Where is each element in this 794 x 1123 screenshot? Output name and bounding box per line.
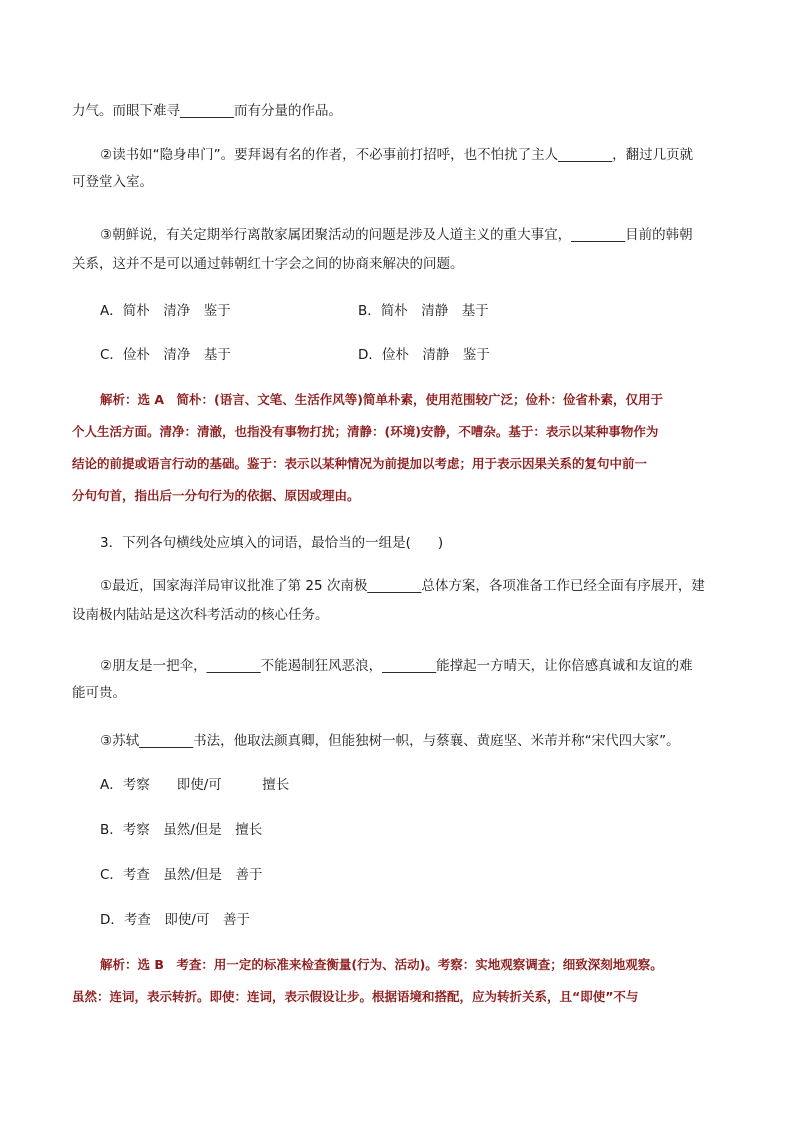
q2-explanation-line: 个人生活方面。清净：清澈，也指没有事物打扰；清静：(环境)安静，不嘈杂。基于：表示以某种事物作为 [72, 424, 659, 439]
q2-option-d: D．俭朴 清静 鉴于 [358, 347, 490, 363]
q3-option-d: D．考查 即使/可 善于 [100, 912, 250, 928]
q2-sentence-2: ②读书如“隐身串门”。要拜谒有名的作者，不必事前打招呼，也不怕扰了主人________，翻过几页就 [100, 147, 694, 163]
q2-option-a: A．简朴 清净 鉴于 [100, 303, 231, 319]
q3-sentence-3: ③苏轼________书法，他取法颜真卿，但能独树一帜，与蔡襄、黄庭坚、米芾并称“宋代四大家”。 [100, 733, 680, 749]
q2-explanation-line: 分句句首，指出后一分句行为的依据、原因或理由。 [72, 488, 360, 503]
q2-sentence-3-cont: 关系，这并不是可以通过韩朝红十字会之间的协商来解决的问题。 [72, 256, 464, 272]
q3-option-c: C．考查 虽然/但是 善于 [100, 867, 263, 883]
q3-sentence-1: ①最近，国家海洋局审议批准了第 25 次南极________总体方案，各项准备工作已经全面有序展开，建 [100, 578, 705, 594]
q3-stem: 3．下列各句横线处应填入的词语，最恰当的一组是( ) [100, 535, 444, 551]
q2-option-b: B．简朴 清静 基于 [358, 303, 489, 319]
q2-explanation-line: 结论的前提或语言行动的基础。鉴于：表示以某种情况为前提加以考虑；用于表示因果关系的复句中前一 [72, 456, 648, 471]
q3-explanation-line: 解析：选 B 考查：用一定的标准来检查衡量(行为、活动)。考察：实地观察调查；细致深刻地观察。 [100, 957, 663, 972]
q3-sentence-1-cont: 设南极内陆站是这次科考活动的核心任务。 [72, 607, 329, 623]
q2-sentence-3: ③朝鲜说，有关定期举行离散家属团聚活动的问题是涉及人道主义的重大事宜，________目前的韩朝 [100, 227, 693, 243]
q2-sentence-2-cont: 可登堂入室。 [72, 174, 153, 190]
q3-sentence-2-cont: 能可贵。 [72, 685, 126, 701]
q2-option-c: C．俭朴 清净 基于 [100, 347, 231, 363]
q3-explanation-line: 虽然：连词，表示转折。即使：连词，表示假设让步。根据语境和搭配，应为转折关系，且“即使”不与 [72, 989, 639, 1004]
q3-option-a: A．考察 即使/可 擅长 [100, 777, 290, 793]
q2-explanation-line: 解析：选 A 简朴：(语言、文笔、生活作风等)简单朴素，使用范围较广泛；俭朴：俭省朴素，仅用于 [100, 392, 663, 407]
q3-sentence-2: ②朋友是一把伞，________不能遏制狂风恶浪，________能撑起一方晴天，让你倍感真诚和友谊的难 [100, 658, 693, 674]
q3-option-b: B．考察 虽然/但是 擅长 [100, 822, 263, 838]
q2-text-line: 力气。而眼下难寻________而有分量的作品。 [72, 103, 342, 119]
